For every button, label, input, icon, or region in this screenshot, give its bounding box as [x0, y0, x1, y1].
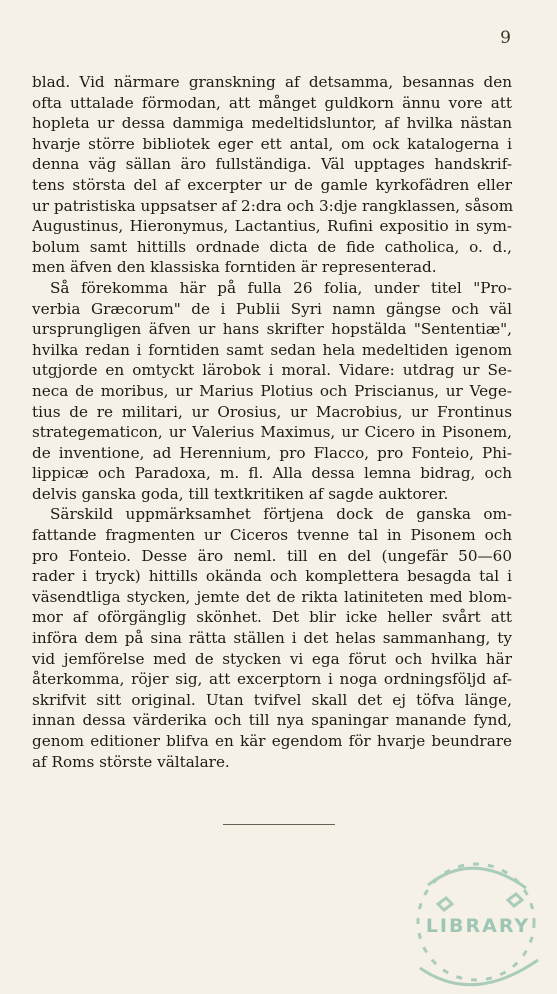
- text-line: lippicæ och Paradoxa, m. fl. Alla dessa lemna bidrag, och: [32, 464, 512, 483]
- text-line: ursprungligen äfven ur hans skrifter hopstälda "Sententiæ",: [32, 320, 512, 339]
- text-line: ur patristiska uppsatser af 2:dra och 3:dje rangklassen, såsom: [32, 196, 514, 215]
- text-line: hvarje större bibliotek eger ett antal, om ock katalogerna i: [32, 134, 512, 153]
- text-line: hvilka redan i forntiden samt sedan hela medeltiden igenom: [32, 340, 512, 359]
- text-line: innan dessa värderika och till nya spaningar manande fynd,: [32, 711, 512, 730]
- stamp-arc-top: [428, 868, 526, 888]
- text-line: strategematicon, ur Valerius Maximus, ur Cicero in Pisonem,: [32, 423, 512, 442]
- text-line: verbia Græcorum" de i Publii Syri namn gängse och väl: [32, 299, 512, 318]
- text-line: men äfven den klassiska forntiden är representerad.: [32, 258, 437, 277]
- text-line: af Roms störste vältalare.: [32, 752, 230, 771]
- text-line: bolum samt hittills ordnade dicta de fide catholica, o. d.,: [32, 237, 512, 256]
- text-line: pro Fonteio. Desse äro neml. till en del (ungefär 50—60: [32, 546, 512, 565]
- footer-rule: [223, 824, 335, 825]
- text-line: införa dem på sina rätta ställen i det helas sammanhang, ty: [32, 629, 512, 648]
- text-line: vid jemförelse med de stycken vi ega förut och hvilka här: [32, 649, 512, 668]
- stamp-label: LIBRARY: [425, 915, 531, 937]
- text-line: Augustinus, Hieronymus, Lactantius, Rufini expositio in sym-: [32, 217, 512, 236]
- page-number: 9: [500, 28, 511, 48]
- text-line: mor af oförgänglig skönhet. Det blir icke heller svårt att: [32, 608, 512, 627]
- text-line: blad. Vid närmare granskning af detsamma, besannas den: [32, 73, 512, 91]
- text-line: Särskild uppmärksamhet förtjena dock de ganska om-: [50, 505, 512, 524]
- text-line: ofta uttalade förmodan, att månget guldkorn ännu vore att: [32, 93, 512, 112]
- text-line: återkomma, röjer sig, att excerptorn i noga ordningsföljd af-: [32, 670, 512, 689]
- text-line: neca de moribus, ur Marius Plotius och Priscianus, ur Vege-: [32, 381, 512, 400]
- stamp-ornament: [438, 894, 522, 910]
- text-line: väsendtliga stycken, jemte det de rikta latiniteten med blom-: [32, 587, 512, 606]
- text-line: fattande fragmenten ur Ciceros tvenne tal in Pisonem och: [32, 526, 512, 545]
- text-line: rader i tryck) hittills okända och komplettera besagda tal i: [32, 567, 512, 586]
- text-line: genom editioner blifva en kär egendom för hvarje beundrare: [32, 732, 512, 750]
- text-line: de inventione, ad Herennium, pro Flacco, pro Fonteio, Phi-: [32, 443, 512, 462]
- text-line: Så förekomma här på fulla 26 folia, under titel "Pro-: [50, 278, 512, 297]
- library-stamp: [398, 840, 548, 990]
- text-line: tens största del af excerpter ur de gamle kyrkofädren eller: [32, 175, 512, 194]
- text-line: utgjorde en omtyckt lärobok i moral. Vidare: utdrag ur Se-: [32, 361, 512, 380]
- stamp-arc-bottom: [420, 960, 538, 985]
- body-text: [32, 72, 512, 772]
- text-line: skrifvit sitt original. Utan tvifvel skall det ej töfva länge,: [32, 690, 512, 709]
- text-line: hopleta ur dessa dammiga medeltidsluntor, af hvilka nästan: [32, 114, 512, 133]
- text-line: delvis ganska goda, till textkritiken af sagde auktorer.: [32, 484, 449, 503]
- text-line: tius de re militari, ur Orosius, ur Macrobius, ur Frontinus: [32, 402, 512, 421]
- text-line: denna väg sällan äro fullständiga. Väl upptages handskrif-: [32, 155, 512, 174]
